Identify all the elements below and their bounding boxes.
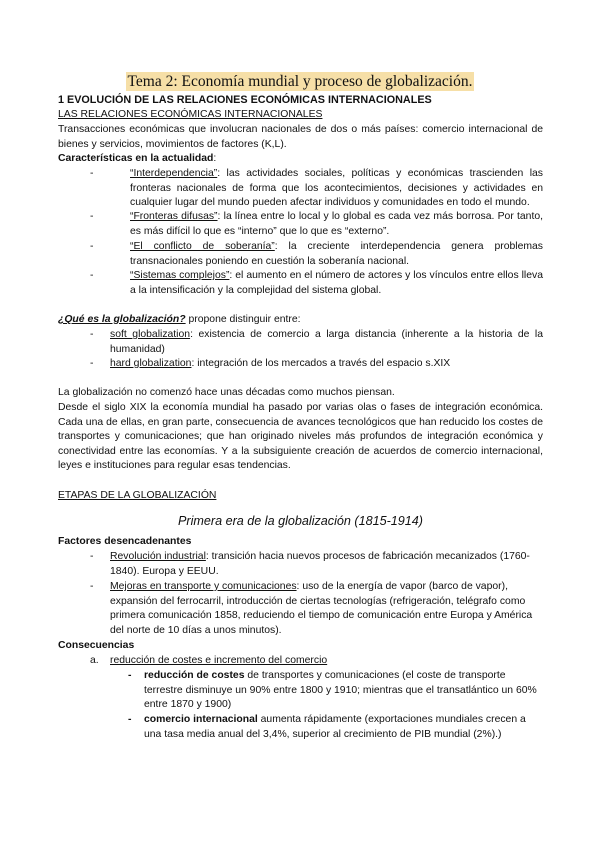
bullet-term: “Sistemas complejos”: [130, 270, 230, 281]
bullet-term: comercio internacional: [144, 714, 258, 725]
bullet-text: : integración de los mercados a través del espacio s.XIX: [191, 358, 451, 369]
list-marker: a.: [90, 655, 99, 666]
bullet-text: : existencia de comercio a larga distancia (inherente a la historia de la humanidad): [110, 329, 543, 355]
list-item: [90, 654, 543, 669]
bullet-term: Mejoras en transporte y comunicaciones: [110, 581, 297, 592]
bullet-text: : las actividades sociales, políticas y económicas trascienden las fronteras nacionales de forma que los acontecimientos, decisiones y actividades en cualquier lugar del mundo pueden afectar individuos y comunidades en todo el mundo.: [130, 168, 543, 209]
characteristics-heading: Características en la actualidad:: [58, 153, 217, 164]
bullet-term: hard globalization: [110, 358, 192, 369]
list-item: [90, 269, 543, 298]
bullet-text: : la creciente interdependencia genera problemas transnacionales poniendo en cuestión la soberanía nacional.: [130, 241, 543, 267]
bullet-text: : uso de la energía de vapor (barco de vapor), expansión del ferrocarril, introducción de ciertas tecnologías (refrigeración, telégrafo como primera comunicación 1858, reduciendo el tiempo de comunicación entre Europa y América del norte de 10 días a unos minutos).: [110, 581, 533, 636]
question-rest: propone distinguir entre:: [185, 314, 301, 325]
bullet-dash: -: [90, 241, 94, 252]
question-label: ¿Qué es la globalización?: [58, 314, 186, 325]
bullet-text: de transportes y comunicaciones (el coste de transporte terrestre disminuye un 90% entre 1800 y 1910; mientras que el transatlántico un 60% entre 1870 y 1900): [144, 670, 537, 711]
bullet-text: : transición hacia nuevos procesos de fabricación mecanizados (1760-1840). Europa y EEUU.: [110, 551, 530, 577]
list-item: [90, 328, 543, 357]
section-heading: 1 EVOLUCIÓN DE LAS RELACIONES ECONÓMICAS INTERNACIONALES: [58, 94, 432, 106]
bullet-term: “Fronteras difusas”: [130, 211, 218, 222]
bullet-text: : la línea entre lo local y lo global es cada vez más borrosa. Por tanto, es más difícil lo que es “interno” que lo que es “externo”.: [130, 211, 543, 237]
globalization-question: [58, 313, 543, 328]
page-title: Tema 2: Economía mundial y proceso de globalización.: [127, 73, 473, 90]
list-item: [128, 669, 543, 713]
section-subheading: LAS RELACIONES ECONÓMICAS INTERNACIONALES: [58, 109, 323, 120]
bullet-term: “El conflicto de soberanía”: [130, 241, 275, 252]
paragraph: La globalización no comenzó hace unas décadas como muchos piensan.: [58, 387, 395, 398]
list-item: [90, 210, 543, 239]
bullet-dash: -: [90, 270, 94, 281]
bullet-dash: -: [128, 670, 132, 681]
bullet-dash: -: [90, 581, 94, 592]
bullet-dash: -: [90, 551, 94, 562]
bullet-term: “Interdependencia”: [130, 168, 218, 179]
paragraph: Desde el siglo XIX la economía mundial ha pasado por varias olas o fases de integración económica. Cada una de ellas, en gran parte, consecuencia de avances tecnológicos que han reducido los costes de transportes y comunicaciones; que han originado niveles más profundos de integración económica y conectividad entre las economías. Y a la subsiguiente creación de acuerdos de comercio internacional, leyes e instituciones para regular esas tendencias.: [58, 402, 543, 472]
list-item: [90, 580, 543, 638]
bullet-term: reducción de costes: [144, 670, 245, 681]
bullet-dash: -: [90, 358, 94, 369]
factors-heading: Factores desencadenantes: [58, 536, 192, 547]
list-item: [90, 240, 543, 269]
list-item: [90, 167, 543, 211]
bullet-dash: -: [90, 168, 94, 179]
bullet-dash: -: [128, 714, 132, 725]
stages-heading: ETAPAS DE LA GLOBALIZACIÓN: [58, 490, 217, 501]
bullet-text: : el aumento en el número de actores y los vínculos entre ellos lleva a la intensificación y la complejidad del sistema global.: [130, 270, 543, 296]
intro-paragraph: Transacciones económicas que involucran nacionales de dos o más países: comercio internacional de bienes y servicios, movimientos de factores (K,L).: [58, 124, 543, 150]
era-title: Primera era de la globalización (1815-1914): [177, 514, 424, 528]
title-container: [80, 72, 520, 92]
bullet-text: aumenta rápidamente (exportaciones mundiales crecen a una tasa media anual del 3,4%, superior al crecimiento de PIB mundial (2%).): [144, 714, 526, 740]
consequences-heading: Consecuencias: [58, 640, 135, 651]
list-item: [90, 357, 543, 372]
characteristics-label: Características en la actualidad: [58, 153, 214, 164]
bullet-term: soft globalization: [110, 329, 191, 340]
item-text: reducción de costes e incremento del comercio: [110, 655, 328, 666]
list-item: [128, 713, 543, 742]
bullet-dash: -: [90, 329, 94, 340]
bullet-dash: -: [90, 211, 94, 222]
list-item: [90, 550, 543, 579]
bullet-term: Revolución industrial: [110, 551, 206, 562]
